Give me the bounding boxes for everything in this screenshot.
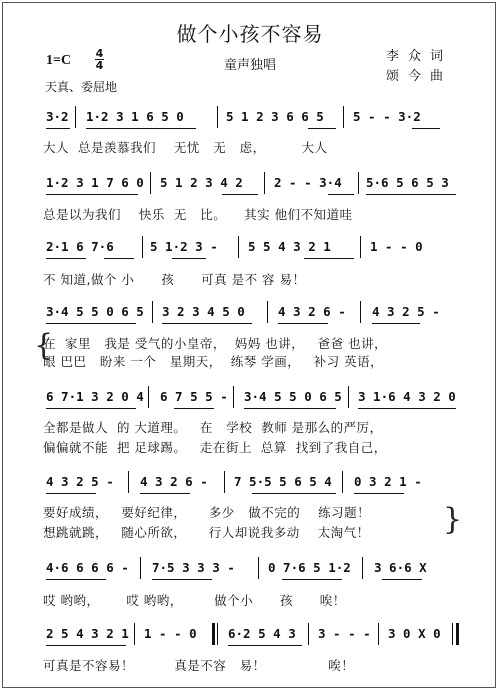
measure: 1 - - 0 <box>370 239 423 254</box>
barline <box>152 301 153 323</box>
measure: 3 0 X 0 <box>388 626 441 641</box>
notation-row <box>42 172 462 194</box>
measure: 2 5 4 3 2 1 <box>46 626 129 641</box>
time-signature-bottom: 4 <box>95 59 104 72</box>
lyric-line: 在 家里 我是 受气的小皇帝， 妈妈 也讲， 爸爸 也讲， <box>43 336 388 351</box>
notation-row <box>42 106 462 128</box>
barline <box>148 386 149 408</box>
beam-lines <box>42 323 462 324</box>
barline <box>238 236 239 258</box>
measure: 5 1 2 3 4 2 <box>160 175 243 190</box>
measure: 5·6 5 6 5 3 <box>366 175 449 190</box>
barline <box>360 301 361 323</box>
lyric-line: 偏偏就不能 把 足球踢。 走在街上 总算 找到了我自己， <box>43 440 387 455</box>
measure: 5 - - 3·2 <box>353 109 421 124</box>
barline <box>224 471 225 493</box>
beam-lines <box>42 128 462 129</box>
barline <box>378 623 379 645</box>
barline <box>128 471 129 493</box>
beam-lines <box>42 645 462 646</box>
barline <box>264 172 265 194</box>
measure: 5 1·2 3 - <box>150 239 218 254</box>
barline <box>267 301 268 323</box>
lyric-line: 可真是不容易！ 真是不容 易！ 唉！ <box>43 658 355 673</box>
barline <box>150 172 151 194</box>
barline <box>348 386 349 408</box>
beam-lines <box>42 408 462 409</box>
beam-lines <box>42 258 462 259</box>
barline <box>358 172 359 194</box>
lyric-line: 大人 总是羡慕我们 无忧 无 虑， 大人 <box>43 140 328 155</box>
barline <box>233 386 234 408</box>
measure: 5 5 4 3 2 1 <box>248 239 331 254</box>
lyric-line: 哎 哟哟， 哎 哟哟， 做个小 孩 唉！ <box>43 593 346 608</box>
barline <box>134 623 135 645</box>
measure: 3·2 <box>46 109 69 124</box>
lyric-line: 全都是做人 的 大道理。 在 学校 教师 是那么的严厉， <box>43 420 383 435</box>
barline <box>308 623 309 645</box>
subtitle: 童声独唱 <box>223 58 276 73</box>
notation-row <box>42 236 462 258</box>
measure: 4 3 2 6 - <box>140 474 208 489</box>
measure: 4 3 2 5 - <box>46 474 114 489</box>
lyric-line: 不 知道,做个 小 孩 可真 是不 容 易！ <box>43 272 306 287</box>
barline <box>217 623 218 645</box>
measure: 4·6 6 6 6 - <box>46 560 129 575</box>
measure: 2·1 6 7·6 <box>46 239 114 254</box>
notation-row <box>42 557 462 579</box>
barline <box>140 557 141 579</box>
beam-lines <box>42 194 462 195</box>
measure: 4 3 2 5 - <box>372 304 440 319</box>
barline <box>360 236 361 258</box>
measure: 5 1 2 3 6 6 5 <box>226 109 324 124</box>
key-signature: 1=C <box>46 53 72 68</box>
beam-lines <box>42 493 462 494</box>
measure: 3 2 3 4 5 0 <box>162 304 245 319</box>
verse-brace-close: } <box>443 502 463 537</box>
measure: 3 6·6 X <box>374 560 427 575</box>
measure: 3·4 5 5 0 6 5 <box>244 389 342 404</box>
repeat-barline <box>212 623 215 645</box>
measure: 1·2 3 1 6 5 0 <box>86 109 184 124</box>
lyric-line: 要好成绩， 要好纪律， 多少 做不完的 练习题！ <box>43 505 371 520</box>
measure: 6 7·1 3 2 0 4 <box>46 389 144 404</box>
measure: 1 - - 0 <box>144 626 197 641</box>
notation-row <box>42 623 462 645</box>
lyricist-credit: 李众词 <box>386 49 453 64</box>
measure: 0 3 2 1 - <box>354 474 422 489</box>
barline <box>362 557 363 579</box>
lyric-line: 眼 巴巴 盼来 一个 星期天， 练琴 学画， 补习 英语， <box>43 354 384 369</box>
measure: 3 - - - <box>318 626 371 641</box>
song-title: 做个小孩不容易 <box>176 22 324 46</box>
expression-mark: 天真、委屈地 <box>45 80 118 94</box>
measure: 4 3 2 6 - <box>278 304 346 319</box>
lyric-line: 总是以为我们 快乐 无 比。 其实 他们不知道哇 <box>43 207 353 222</box>
lyric-line: 想跳就跳， 随心所欲， 行人却说我多动 太淘气！ <box>43 525 370 540</box>
barline <box>452 623 453 645</box>
barline <box>75 106 76 128</box>
barline <box>342 471 343 493</box>
measure: 2 - - 3·4 <box>274 175 342 190</box>
measure: 3·4 5 5 0 6 5 <box>46 304 144 319</box>
measure: 0 7·6 5 1·2 <box>268 560 351 575</box>
final-barline <box>456 623 459 645</box>
barline <box>217 106 218 128</box>
verse-brace: { <box>34 328 54 363</box>
measure: 3 1·6 4 3 2 0 <box>358 389 456 404</box>
measure: 7 5·5 5 6 5 4 <box>234 474 332 489</box>
barline <box>142 236 143 258</box>
notation-row <box>42 386 462 408</box>
measure: 1·2 3 1 7 6 0 <box>46 175 144 190</box>
measure: 6 7 5 5 - <box>160 389 228 404</box>
measure: 6·2 5 4 3 <box>228 626 296 641</box>
barline <box>258 557 259 579</box>
notation-row <box>42 471 462 493</box>
beam-lines <box>42 579 462 580</box>
composer-credit: 颂今曲 <box>386 69 453 84</box>
measure: 7·5 3 3 3 - <box>152 560 235 575</box>
time-signature-top: 4 <box>95 47 104 60</box>
notation-row <box>42 301 462 323</box>
barline <box>343 106 344 128</box>
